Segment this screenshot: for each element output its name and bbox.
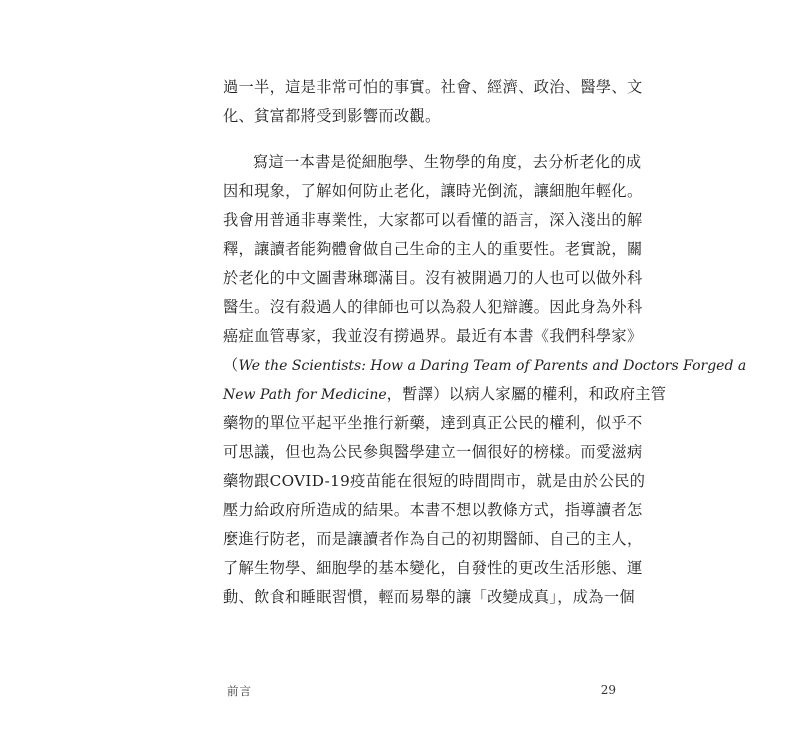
running-footer-section: 前言 [227, 684, 252, 698]
text-line: 藥物的單位平起平坐推行新藥，達到真正公民的權利，似乎不 [223, 414, 643, 432]
text-line: 因和現象，了解如何防止老化，讓時光倒流，讓細胞年輕化。 [223, 182, 643, 200]
text-line: 動、飲食和睡眠習慣，輕而易舉的讓「改變成真」，成為一個 [223, 588, 635, 606]
open-paren: （ [223, 356, 239, 374]
text-line: 麼進行防老，而是讓讀者作為自己的初期醫師、自己的主人， [223, 530, 643, 548]
text-line: 癌症血管專家，我並沒有撈過界。最近有本書《我們科學家》 [223, 327, 643, 345]
text-line: 醫生。沒有殺過人的律師也可以為殺人犯辯護。因此身為外科 [223, 298, 643, 316]
book-title-english-continued: New Path for Medicine [223, 387, 387, 403]
book-title-english: We the Scientists: How a Daring Team of Parents and Doctors Forged a [238, 358, 747, 374]
text-line: 壓力給政府所造成的結果。本書不想以教條方式，指導讀者怎 [223, 501, 643, 519]
text-line: 了解生物學、細胞學的基本變化，自發性的更改生活形態、運 [223, 559, 643, 577]
text-line: 於老化的中文圖書琳瑯滿目。沒有被開過刀的人也可以做外科 [223, 269, 643, 287]
text-line [223, 352, 746, 378]
page-number: 29 [600, 683, 616, 697]
text-fragment: ，暫譯）以病人家屬的權利，和政府主管 [386, 385, 667, 403]
text-line: 釋，讓讀者能夠體會做自己生命的主人的重要性。老實說，關 [223, 240, 643, 258]
text-line [223, 381, 666, 407]
text-line: 我會用普通非專業性，大家都可以看懂的語言，深入淺出的解 [223, 211, 643, 229]
text-line: 化、貧富都將受到影響而改觀。 [223, 107, 441, 125]
text-line: 寫這一本書是從細胞學、生物學的角度，去分析老化的成 [253, 153, 642, 171]
text-line: 可思議，但也為公民參與醫學建立一個很好的榜樣。而愛滋病 [223, 443, 643, 461]
text-line: 藥物跟COVID-19疫苗能在很短的時間問市，就是由於公民的 [223, 472, 646, 490]
text-line: 過一半，這是非常可怕的事實。社會、經濟、政治、醫學、文 [223, 78, 643, 96]
